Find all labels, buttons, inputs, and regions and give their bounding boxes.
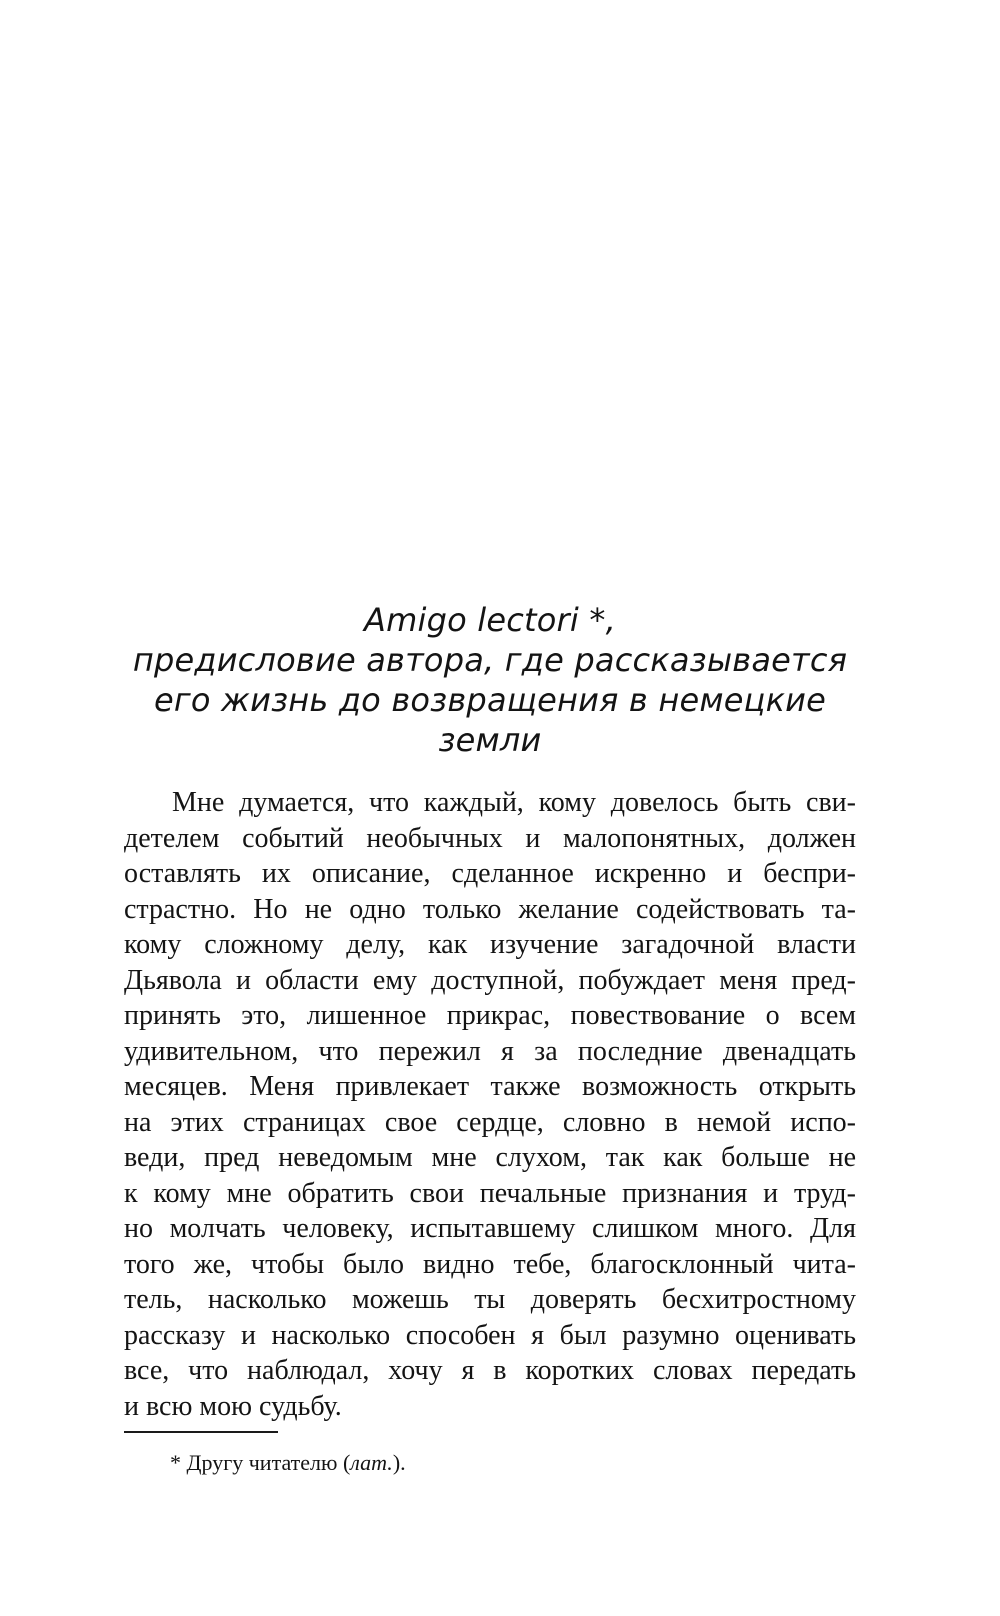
- body-line: страстно. Но не одно только желание содействовать та-: [124, 893, 856, 925]
- footnote-suffix: ).: [392, 1450, 406, 1475]
- body-line: и всю мою судьбу.: [124, 1390, 342, 1422]
- heading-line: земли: [438, 721, 542, 759]
- footnote-language: лат.: [350, 1450, 393, 1475]
- body-line: тель, насколько можешь ты доверять бесхитростному: [124, 1284, 856, 1315]
- body-line: принять это, лишенное прикрас, повествование о всем: [124, 1000, 856, 1031]
- body-line: Дьявола и области ему доступной, побуждает меня пред-: [124, 964, 856, 996]
- body-line: того же, чтобы было видно тебе, благосклонный чита-: [124, 1248, 856, 1280]
- body-line: месяцев. Меня привлекает также возможность открыть: [124, 1071, 856, 1102]
- footnote: [170, 1449, 406, 1477]
- heading-line: Amigo lectori *,: [364, 601, 616, 639]
- body-paragraph: [124, 785, 856, 1424]
- body-line: оставлять их описание, сделанное искренно и беспри-: [124, 858, 856, 889]
- body-line: детелем событий необычных и малопонятных, должен: [124, 822, 856, 854]
- footnote-prefix: * Другу читателю (: [170, 1450, 351, 1475]
- body-line: рассказу и насколько способен я был разумно оценивать: [124, 1319, 856, 1351]
- body-line: удивительном, что пережил я за последние двенадцать: [124, 1035, 856, 1067]
- chapter-heading: [110, 600, 870, 760]
- body-line: к кому мне обратить свои печальные признания и труд-: [124, 1177, 856, 1209]
- body-line: на этих страницах свое сердце, словно в немой испо-: [124, 1106, 856, 1138]
- body-line: веди, пред неведомым мне слухом, так как больше не: [124, 1142, 856, 1173]
- footnote-divider: [124, 1431, 278, 1433]
- heading-line: его жизнь до возвращения в немецкие: [154, 681, 826, 719]
- body-line: но молчать человеку, испытавшему слишком много. Для: [124, 1213, 856, 1244]
- body-line: Мне думается, что каждый, кому довелось быть сви-: [172, 787, 856, 818]
- body-line: все, что наблюдал, хочу я в коротких словах передать: [124, 1355, 856, 1386]
- heading-line: предисловие автора, где рассказывается: [132, 641, 848, 679]
- body-line: кому сложному делу, как изучение загадочной власти: [124, 929, 856, 960]
